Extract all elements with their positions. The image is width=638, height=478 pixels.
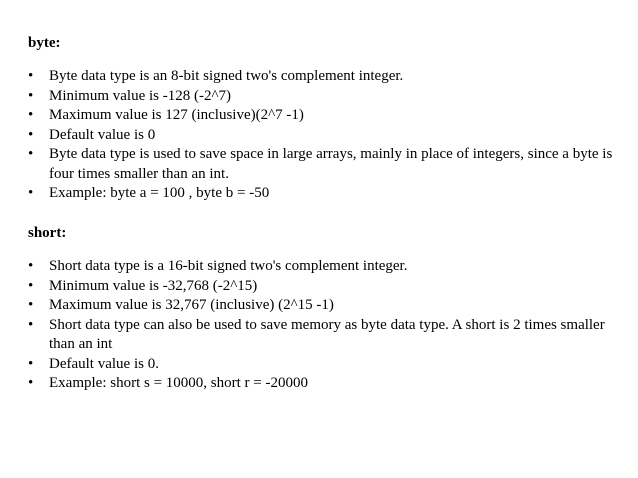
short-heading: short: [28,225,67,241]
byte-bullet-item: • Byte data type is an 8-bit signed two's complement integer. [28,67,618,87]
byte-bullet-item: • Minimum value is -128 (-2^7) [28,87,618,107]
short-bullet-list [28,257,618,394]
short-bullet-item: • Short data type is a 16-bit signed two's complement integer. [28,257,618,277]
short-bullet-item: • Default value is 0. [28,355,618,375]
byte-heading: byte: [28,35,61,51]
byte-bullet-item: • Byte data type is used to save space in large arrays, mainly in place of integers, since a byte is four times smaller than an int. [28,145,618,184]
short-bullet-item: • Minimum value is -32,768 (-2^15) [28,277,618,297]
short-bullet-item: • Example: short s = 10000, short r = -20000 [28,374,618,394]
byte-bullet-item: • Example: byte a = 100 , byte b = -50 [28,184,618,204]
short-section [28,224,618,394]
byte-section [28,34,618,204]
byte-bullet-item: • Default value is 0 [28,126,618,146]
byte-bullet-item: • Maximum value is 127 (inclusive)(2^7 -1) [28,106,618,126]
short-bullet-item: • Short data type can also be used to save memory as byte data type. A short is 2 times smaller than an int [28,316,618,355]
short-bullet-item: • Maximum value is 32,767 (inclusive) (2^15 -1) [28,296,618,316]
byte-bullet-list [28,67,618,204]
